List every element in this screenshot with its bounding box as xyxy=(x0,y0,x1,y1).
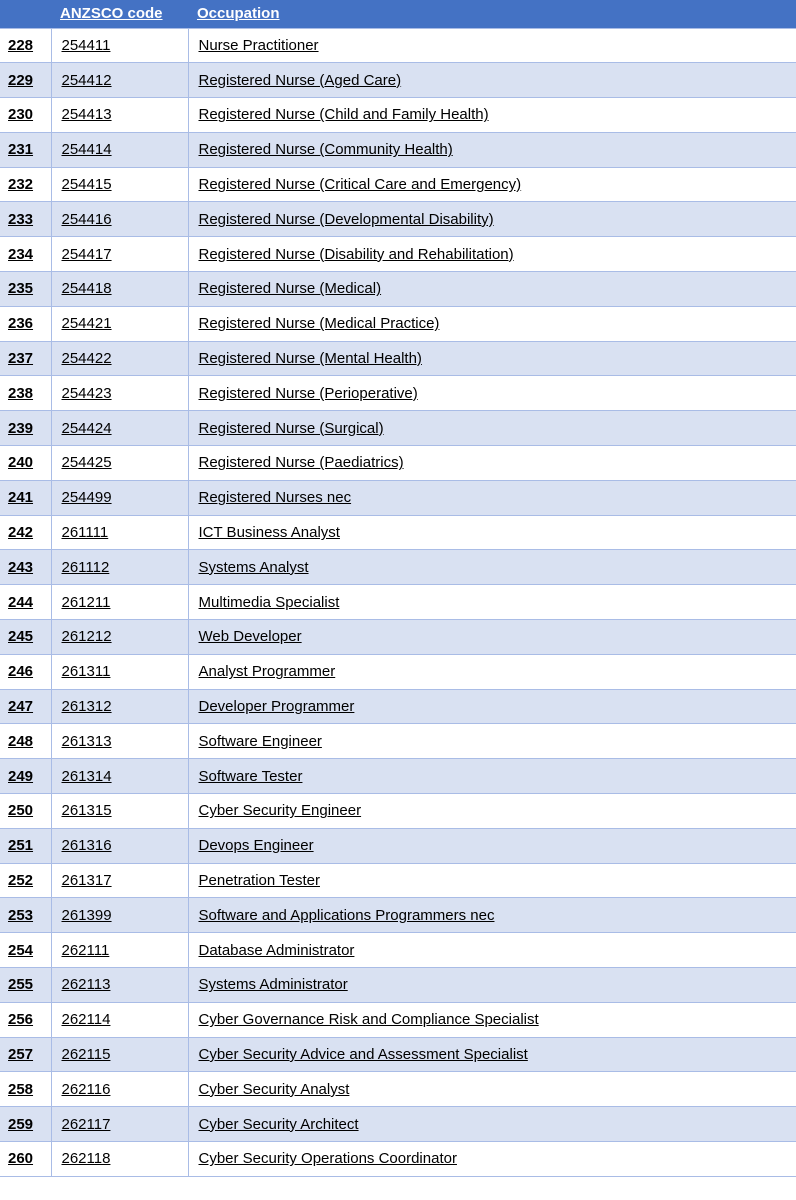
occupation-link[interactable]: Cyber Security Operations Coordinator xyxy=(188,1142,796,1177)
row-number-link[interactable]: 240 xyxy=(0,446,51,481)
table-row xyxy=(0,306,796,341)
anzsco-code-link[interactable]: 261112 xyxy=(51,550,188,585)
occupation-link[interactable]: Registered Nurses nec xyxy=(188,480,796,515)
table-row xyxy=(0,550,796,585)
anzsco-code-link[interactable]: 254413 xyxy=(51,98,188,133)
table-row xyxy=(0,1002,796,1037)
row-number-link[interactable]: 248 xyxy=(0,724,51,759)
occupation-link[interactable]: Analyst Programmer xyxy=(188,654,796,689)
row-number-link[interactable]: 259 xyxy=(0,1107,51,1142)
header-anzsco-code[interactable]: ANZSCO code xyxy=(60,5,163,23)
anzsco-code-link[interactable]: 261212 xyxy=(51,620,188,655)
anzsco-code-link[interactable]: 262111 xyxy=(51,933,188,968)
table-row xyxy=(0,237,796,272)
anzsco-code-link[interactable]: 254421 xyxy=(51,306,188,341)
table-row xyxy=(0,585,796,620)
row-number-link[interactable]: 232 xyxy=(0,167,51,202)
row-number-link[interactable]: 229 xyxy=(0,63,51,98)
anzsco-code-link[interactable]: 254422 xyxy=(51,341,188,376)
table-row xyxy=(0,202,796,237)
table-row xyxy=(0,794,796,829)
occupation-link[interactable]: Registered Nurse (Paediatrics) xyxy=(188,446,796,481)
row-number-link[interactable]: 239 xyxy=(0,411,51,446)
anzsco-code-link[interactable]: 254411 xyxy=(51,28,188,63)
anzsco-code-link[interactable]: 261111 xyxy=(51,515,188,550)
row-number-link[interactable]: 253 xyxy=(0,898,51,933)
row-number-link[interactable]: 254 xyxy=(0,933,51,968)
occupation-link[interactable]: Software Tester xyxy=(188,759,796,794)
table-row xyxy=(0,968,796,1003)
occupation-link[interactable]: Registered Nurse (Disability and Rehabilitation) xyxy=(188,237,796,272)
anzsco-code-link[interactable]: 261311 xyxy=(51,654,188,689)
table-row xyxy=(0,620,796,655)
row-number-link[interactable]: 243 xyxy=(0,550,51,585)
table-row xyxy=(0,411,796,446)
anzsco-code-link[interactable]: 254415 xyxy=(51,167,188,202)
table-row xyxy=(0,167,796,202)
anzsco-code-link[interactable]: 254424 xyxy=(51,411,188,446)
table-row xyxy=(0,1142,796,1177)
occupation-link[interactable]: Developer Programmer xyxy=(188,689,796,724)
occupation-link[interactable]: Registered Nurse (Critical Care and Emergency) xyxy=(188,167,796,202)
row-number-link[interactable]: 234 xyxy=(0,237,51,272)
row-number-link[interactable]: 235 xyxy=(0,272,51,307)
anzsco-code-link[interactable]: 254414 xyxy=(51,132,188,167)
occupation-link[interactable]: Registered Nurse (Developmental Disability) xyxy=(188,202,796,237)
row-number-link[interactable]: 247 xyxy=(0,689,51,724)
occupation-link[interactable]: Registered Nurse (Child and Family Health) xyxy=(188,98,796,133)
occupation-link[interactable]: Registered Nurse (Aged Care) xyxy=(188,63,796,98)
anzsco-code-link[interactable]: 261317 xyxy=(51,863,188,898)
anzsco-code-link[interactable]: 262118 xyxy=(51,1142,188,1177)
anzsco-code-link[interactable]: 254412 xyxy=(51,63,188,98)
anzsco-code-link[interactable]: 254417 xyxy=(51,237,188,272)
occupation-link[interactable]: Cyber Governance Risk and Compliance Specialist xyxy=(188,1002,796,1037)
table-row xyxy=(0,1107,796,1142)
occupation-link[interactable]: Registered Nurse (Mental Health) xyxy=(188,341,796,376)
occupation-link[interactable]: Database Administrator xyxy=(188,933,796,968)
row-number-link[interactable]: 238 xyxy=(0,376,51,411)
row-number-link[interactable]: 257 xyxy=(0,1037,51,1072)
occupation-link[interactable]: Web Developer xyxy=(188,620,796,655)
anzsco-code-link[interactable]: 262114 xyxy=(51,1002,188,1037)
anzsco-code-link[interactable]: 262115 xyxy=(51,1037,188,1072)
row-number-link[interactable]: 249 xyxy=(0,759,51,794)
table-row xyxy=(0,759,796,794)
occupation-link[interactable]: Devops Engineer xyxy=(188,828,796,863)
row-number-link[interactable]: 252 xyxy=(0,863,51,898)
table-row xyxy=(0,898,796,933)
anzsco-code-link[interactable]: 261314 xyxy=(51,759,188,794)
table-row xyxy=(0,132,796,167)
occupation-link[interactable]: Systems Administrator xyxy=(188,968,796,1003)
row-number-link[interactable]: 237 xyxy=(0,341,51,376)
table-row xyxy=(0,480,796,515)
row-number-link[interactable]: 260 xyxy=(0,1142,51,1177)
table-row xyxy=(0,98,796,133)
table-row xyxy=(0,654,796,689)
row-number-link[interactable]: 251 xyxy=(0,828,51,863)
row-number-link[interactable]: 258 xyxy=(0,1072,51,1107)
occupation-link[interactable]: Nurse Practitioner xyxy=(188,28,796,63)
row-number-link[interactable]: 242 xyxy=(0,515,51,550)
occupation-link[interactable]: Cyber Security Engineer xyxy=(188,794,796,829)
occupation-link[interactable]: Registered Nurse (Perioperative) xyxy=(188,376,796,411)
anzsco-code-link[interactable]: 261211 xyxy=(51,585,188,620)
row-number-link[interactable]: 255 xyxy=(0,968,51,1003)
table-row xyxy=(0,863,796,898)
table-row xyxy=(0,828,796,863)
anzsco-code-link[interactable]: 254499 xyxy=(51,480,188,515)
row-number-link[interactable]: 250 xyxy=(0,794,51,829)
header-row xyxy=(0,0,796,28)
occupation-link[interactable]: Cyber Security Architect xyxy=(188,1107,796,1142)
occupation-link[interactable]: Registered Nurse (Medical) xyxy=(188,272,796,307)
row-number-link[interactable]: 236 xyxy=(0,306,51,341)
anzsco-code-link[interactable]: 261315 xyxy=(51,794,188,829)
anzsco-code-link[interactable]: 262116 xyxy=(51,1072,188,1107)
occupation-link[interactable]: Software Engineer xyxy=(188,724,796,759)
table-row xyxy=(0,933,796,968)
table-row xyxy=(0,28,796,63)
table-row xyxy=(0,376,796,411)
table-body xyxy=(0,28,796,1176)
anzsco-code-link[interactable]: 261313 xyxy=(51,724,188,759)
anzsco-code-link[interactable]: 254416 xyxy=(51,202,188,237)
anzsco-code-link[interactable]: 262117 xyxy=(51,1107,188,1142)
row-number-link[interactable]: 233 xyxy=(0,202,51,237)
row-number-link[interactable]: 231 xyxy=(0,132,51,167)
occupation-link[interactable]: Cyber Security Advice and Assessment Specialist xyxy=(188,1037,796,1072)
occupation-link[interactable]: Multimedia Specialist xyxy=(188,585,796,620)
table-row xyxy=(0,63,796,98)
anzsco-code-link[interactable]: 261399 xyxy=(51,898,188,933)
header-number xyxy=(0,0,51,28)
header-occupation[interactable]: Occupation xyxy=(197,5,280,23)
occupation-link[interactable]: Registered Nurse (Medical Practice) xyxy=(188,306,796,341)
table-row xyxy=(0,272,796,307)
anzsco-code-link[interactable]: 261316 xyxy=(51,828,188,863)
anzsco-code-link[interactable]: 254418 xyxy=(51,272,188,307)
anzsco-code-link[interactable]: 262113 xyxy=(51,968,188,1003)
table-row xyxy=(0,1072,796,1107)
table-row xyxy=(0,341,796,376)
row-number-link[interactable]: 244 xyxy=(0,585,51,620)
row-number-link[interactable]: 241 xyxy=(0,480,51,515)
row-number-link[interactable]: 228 xyxy=(0,28,51,63)
anzsco-code-link[interactable]: 261312 xyxy=(51,689,188,724)
occupation-link[interactable]: Penetration Tester xyxy=(188,863,796,898)
table-row xyxy=(0,689,796,724)
occupation-link[interactable]: Registered Nurse (Surgical) xyxy=(188,411,796,446)
occupation-link[interactable]: Systems Analyst xyxy=(188,550,796,585)
row-number-link[interactable]: 245 xyxy=(0,620,51,655)
occupation-link[interactable]: Software and Applications Programmers nec xyxy=(188,898,796,933)
table-row xyxy=(0,724,796,759)
occupation-link[interactable]: Cyber Security Analyst xyxy=(188,1072,796,1107)
occupation-link[interactable]: Registered Nurse (Community Health) xyxy=(188,132,796,167)
anzsco-code-link[interactable]: 254423 xyxy=(51,376,188,411)
table-row xyxy=(0,1037,796,1072)
table-row xyxy=(0,446,796,481)
anzsco-code-link[interactable]: 254425 xyxy=(51,446,188,481)
row-number-link[interactable]: 246 xyxy=(0,654,51,689)
row-number-link[interactable]: 256 xyxy=(0,1002,51,1037)
table-row xyxy=(0,515,796,550)
occupation-link[interactable]: ICT Business Analyst xyxy=(188,515,796,550)
row-number-link[interactable]: 230 xyxy=(0,98,51,133)
